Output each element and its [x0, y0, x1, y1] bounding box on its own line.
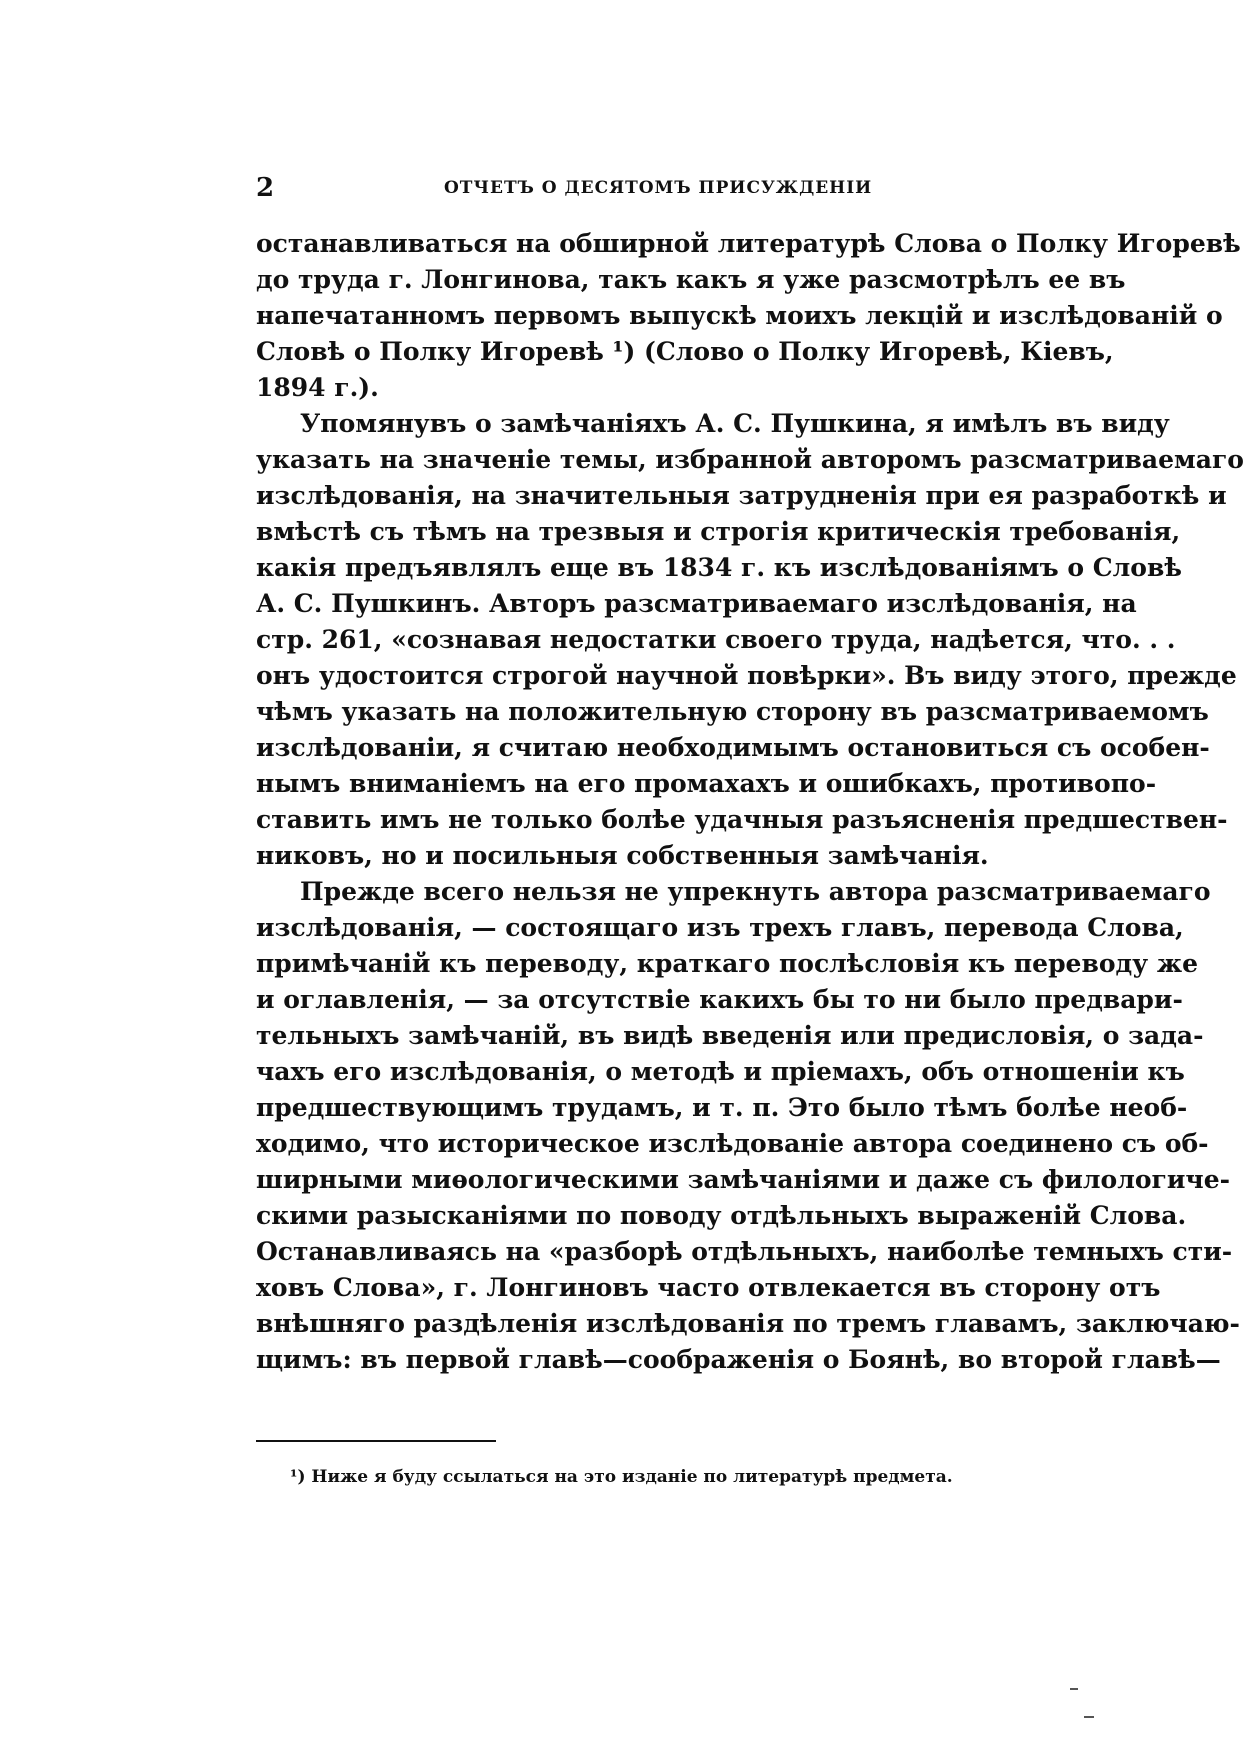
text-line: до труда г. Лонгинова, такъ какъ я уже разсмотрѣлъ ее въ	[256, 265, 1126, 294]
text-line: ширными миѳологическими замѣчаніями и даже съ филологиче-	[256, 1165, 1230, 1194]
text-line: вмѣстѣ съ тѣмъ на трезвыя и строгія критическія требованія,	[256, 517, 1181, 546]
page-header	[256, 170, 1016, 206]
text-line: внѣшняго раздѣленія изслѣдованія по тремъ главамъ, заключаю-	[256, 1309, 1240, 1338]
text-line: А. С. Пушкинъ. Авторъ разсматриваемаго изслѣдованія, на	[256, 589, 1137, 618]
text-line: онъ удостоится строгой научной повѣрки». Въ виду этого, прежде	[256, 661, 1237, 690]
footnote-divider	[256, 1440, 496, 1442]
text-line: стр. 261, «сознавая недостатки своего труда, надѣется, что. . .	[256, 625, 1176, 654]
text-line: чахъ его изслѣдованія, о методѣ и пріемахъ, объ отношеніи къ	[256, 1057, 1185, 1086]
text-line: чѣмъ указать на положительную сторону въ разсматриваемомъ	[256, 697, 1209, 726]
text-line: Упомянувъ о замѣчаніяхъ А. С. Пушкина, я имѣлъ въ виду	[300, 409, 1170, 438]
text-line: тельныхъ замѣчаній, въ видѣ введенія или предисловія, о зада-	[256, 1021, 1204, 1050]
text-line: никовъ, но и посильныя собственныя замѣчанія.	[256, 841, 989, 870]
text-line: напечатанномъ первомъ выпускѣ моихъ лекцій и изслѣдованій о	[256, 301, 1223, 330]
body-text	[256, 226, 1244, 1378]
scan-speck	[1070, 1688, 1078, 1690]
text-line: изслѣдованія, на значительныя затрудненія при ея разработкѣ и	[256, 481, 1227, 510]
text-line: предшествующимъ трудамъ, и т. п. Это было тѣмъ болѣе необ-	[256, 1093, 1188, 1122]
text-line: указать на значеніе темы, избранной авторомъ разсматриваемаго	[256, 445, 1244, 474]
footnote-marker: ¹)	[290, 1467, 306, 1487]
text-line: ховъ Слова», г. Лонгиновъ часто отвлекается въ сторону отъ	[256, 1273, 1161, 1302]
text-line: щимъ: въ первой главѣ—соображенія о Боянѣ, во второй главѣ—	[256, 1345, 1221, 1374]
text-line: ставить имъ не только болѣе удачныя разъясненія предшествен-	[256, 805, 1228, 834]
running-head: ОТЧЕТЪ О ДЕСЯТОМЪ ПРИСУЖДЕНІИ	[444, 178, 873, 198]
text-line: примѣчаній къ переводу, краткаго послѣсловія къ переводу же	[256, 949, 1199, 978]
text-line: скими разысканіями по поводу отдѣльныхъ выраженій Слова.	[256, 1201, 1187, 1230]
page-number: 2	[256, 173, 275, 203]
text-line: 1894 г.).	[256, 373, 379, 402]
text-line: изслѣдованіи, я считаю необходимымъ остановиться съ особен-	[256, 733, 1210, 762]
text-line: ходимо, что историческое изслѣдованіе автора соединено съ об-	[256, 1129, 1209, 1158]
text-line: Останавливаясь на «разборѣ отдѣльныхъ, наиболѣе темныхъ сти-	[256, 1237, 1233, 1266]
text-line: останавливаться на обширной литературѣ Слова о Полку Игоревѣ	[256, 229, 1241, 258]
text-line: изслѣдованія, — состоящаго изъ трехъ главъ, перевода Слова,	[256, 913, 1184, 942]
text-line: нымъ вниманіемъ на его промахахъ и ошибкахъ, противопо-	[256, 769, 1157, 798]
footnote-text: Ниже я буду ссылаться на это изданіе по литературѣ предмета.	[311, 1467, 953, 1487]
scan-speck	[1084, 1716, 1094, 1718]
text-line: какія предъявлялъ еще въ 1834 г. къ изслѣдованіямъ о Словѣ	[256, 553, 1182, 582]
text-line: Прежде всего нельзя не упрекнуть автора разсматриваемаго	[300, 877, 1211, 906]
footnote	[290, 1464, 953, 1490]
text-line: и оглавленія, — за отсутствіе какихъ бы то ни было предвари-	[256, 985, 1183, 1014]
text-line: Словѣ о Полку Игоревѣ ¹) (Слово о Полку Игоревѣ, Кіевъ,	[256, 337, 1114, 366]
